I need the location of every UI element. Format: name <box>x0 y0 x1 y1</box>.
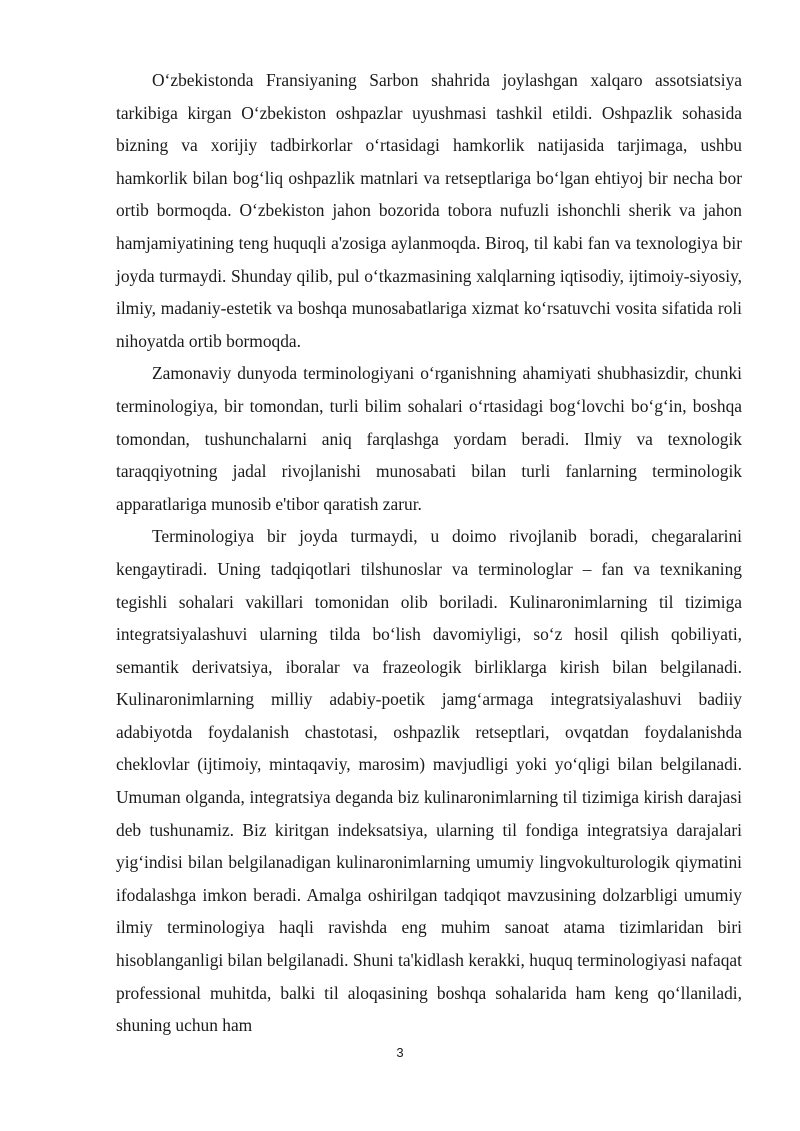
paragraph: Zamonaviy dunyoda terminologiyani o‘rganishning ahamiyati shubhasizdir, chunki terminologiya, bir tomondan, turli bilim sohalari o‘rtasidagi bog‘lovchi bo‘g‘in, boshqa tomondan, tushunchalarni aniq farqlashga yordam beradi. Ilmiy va texnologik taraqqiyotning jadal rivojlanishi munosabati bilan turli fanlarning terminologik apparatlariga munosib e'tibor qaratish zarur. <box>116 363 742 514</box>
page-number: 3 <box>396 1045 404 1060</box>
paragraph: O‘zbekistonda Fransiyaning Sarbon shahrida joylashgan xalqaro assotsiatsiya tarkibiga kirgan O‘zbekiston oshpazlar uyushmasi tashkil etildi. Oshpazlik sohasida bizning va xorijiy tadbirkorlar o‘rtasidagi hamkorlik natijasida tarjimaga, ushbu hamkorlik bilan bog‘liq oshpazlik matnlari va retseptlariga bo‘lgan ehtiyoj bir necha bor ortib bormoqda. O‘zbekiston jahon bozorida tobora nufuzli ishonchli sherik va jahon hamjamiyatining teng huquqli a'zosiga aylanmoqda. Biroq, til kabi fan va texnologiya bir joyda turmaydi. Shunday qilib, pul o‘tkazmasining xalqlarning iqtisodiy, ijtimoiy-siyosiy, ilmiy, madaniy-estetik va boshqa munosabatlariga xizmat ko‘rsatuvchi vosita sifatida roli nihoyatda ortib bormoqda. <box>116 70 742 351</box>
paragraph: Terminologiya bir joyda turmaydi, u doimo rivojlanib boradi, chegaralarini kengaytiradi. Uning tadqiqotlari tilshunoslar va terminologlar – fan va texnikaning tegishli sohalari vakillari tomonidan olib boriladi. Kulinaronimlarning til tizimiga integratsiyalashuvi ularning tilda bo‘lish davomiyligi, so‘z hosil qilish qobiliyati, semantik derivatsiya, iboralar va frazeologik birliklarga kirish bilan belgilanadi. Kulinaronimlarning milliy adabiy-poetik jamg‘armaga integratsiyalashuvi badiiy adabiyotda foydalanish chastotasi, oshpazlik retseptlari, ovqatdan foydalanishda cheklovlar (ijtimoiy, mintaqaviy, marosim) mavjudligi yoki yo‘qligi bilan belgilanadi. Umuman olganda, integratsiya deganda biz kulinaronimlarning til tizimiga kirish darajasi deb tushunamiz. Biz kiritgan indeksatsiya, ularning til fondiga integratsiya darajalari yig‘indisi bilan belgilanadigan kulinaronimlarning umumiy lingvokulturologik qiymatini ifodalashga imkon beradi. Amalga oshirilgan tadqiqot mavzusining dolzarbligi umumiy ilmiy terminologiya haqli ravishda eng muhim sanoat atama tizimlaridan biri hisoblanganligi bilan belgilanadi. Shuni ta'kidlash kerakki, huquq terminologiyasi nafaqat professional muhitda, balki til aloqasining boshqa sohalarida ham keng qo‘llaniladi, shuning uchun ham <box>116 526 742 1036</box>
document-body <box>116 64 742 1042</box>
